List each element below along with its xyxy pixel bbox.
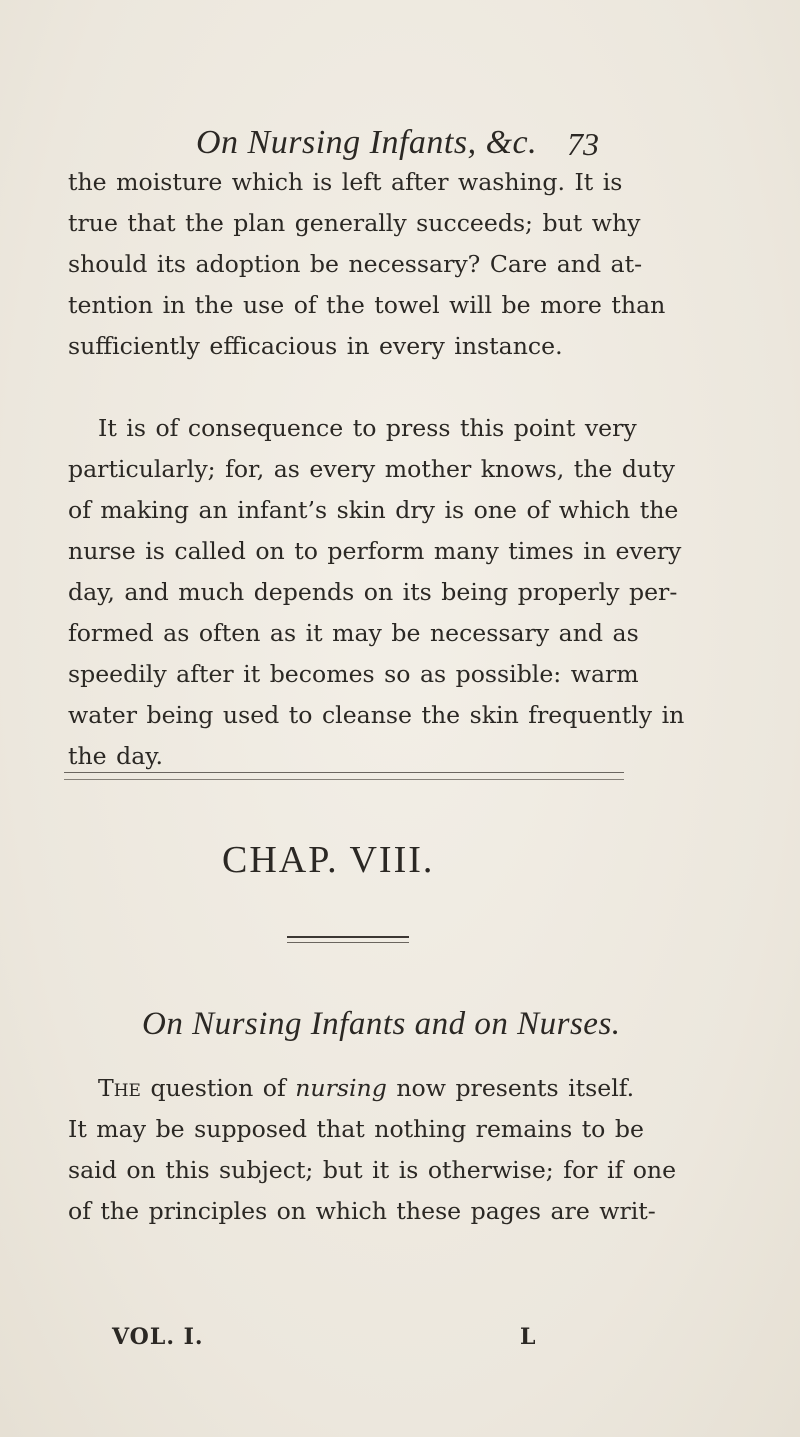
text-line: day, and much depends on its being properly per- bbox=[68, 578, 678, 606]
line-text: question of bbox=[140, 1074, 296, 1102]
text-line: the day. bbox=[68, 742, 164, 770]
emphasis-word: nursing bbox=[295, 1074, 387, 1102]
paragraph-2 bbox=[68, 408, 685, 777]
text-line: water being used to cleanse the skin frequently in bbox=[68, 701, 685, 729]
page-number: 73 bbox=[567, 126, 599, 162]
text-line: of the principles on which these pages are writ- bbox=[68, 1197, 656, 1225]
chapter-title: On Nursing Infants and on Nurses. bbox=[142, 1006, 621, 1042]
text-line: the moisture which is left after washing. It is bbox=[68, 168, 623, 196]
text-line: It may be supposed that nothing remains to be bbox=[68, 1115, 644, 1143]
signature-mark: L bbox=[520, 1324, 536, 1350]
text-line bbox=[68, 1068, 635, 1109]
page-footer bbox=[0, 1324, 800, 1358]
chapter-rule bbox=[287, 936, 409, 943]
text-line: formed as often as it may be necessary and as bbox=[68, 619, 639, 647]
text-line: tention in the use of the towel will be more than bbox=[68, 291, 666, 319]
paragraph-3 bbox=[68, 1068, 677, 1232]
text-line: true that the plan generally succeeds; but why bbox=[68, 209, 641, 237]
running-title: On Nursing Infants, &c. bbox=[196, 124, 538, 161]
volume-label: VOL. I. bbox=[112, 1324, 204, 1350]
text-line: particularly; for, as every mother knows, the duty bbox=[68, 455, 675, 483]
text-line: sufficiently efficacious in every instance. bbox=[68, 332, 563, 360]
text-line: nurse is called on to perform many times in every bbox=[68, 537, 682, 565]
text-line: It is of consequence to press this point very bbox=[98, 414, 637, 442]
opening-word: The bbox=[98, 1074, 141, 1102]
text-line: speedily after it becomes so as possible: warm bbox=[68, 660, 639, 688]
text-line: should its adoption be necessary? Care and at- bbox=[68, 250, 643, 278]
section-divider bbox=[64, 772, 624, 780]
text-line: said on this subject; but it is otherwise; for if one bbox=[68, 1156, 677, 1184]
chapter-number: CHAP. VIII. bbox=[222, 839, 435, 881]
line-text: now presents itself. bbox=[386, 1074, 635, 1102]
paragraph-1 bbox=[68, 162, 666, 367]
running-head bbox=[0, 124, 800, 164]
text-line: of making an infant’s skin dry is one of which the bbox=[68, 496, 679, 524]
